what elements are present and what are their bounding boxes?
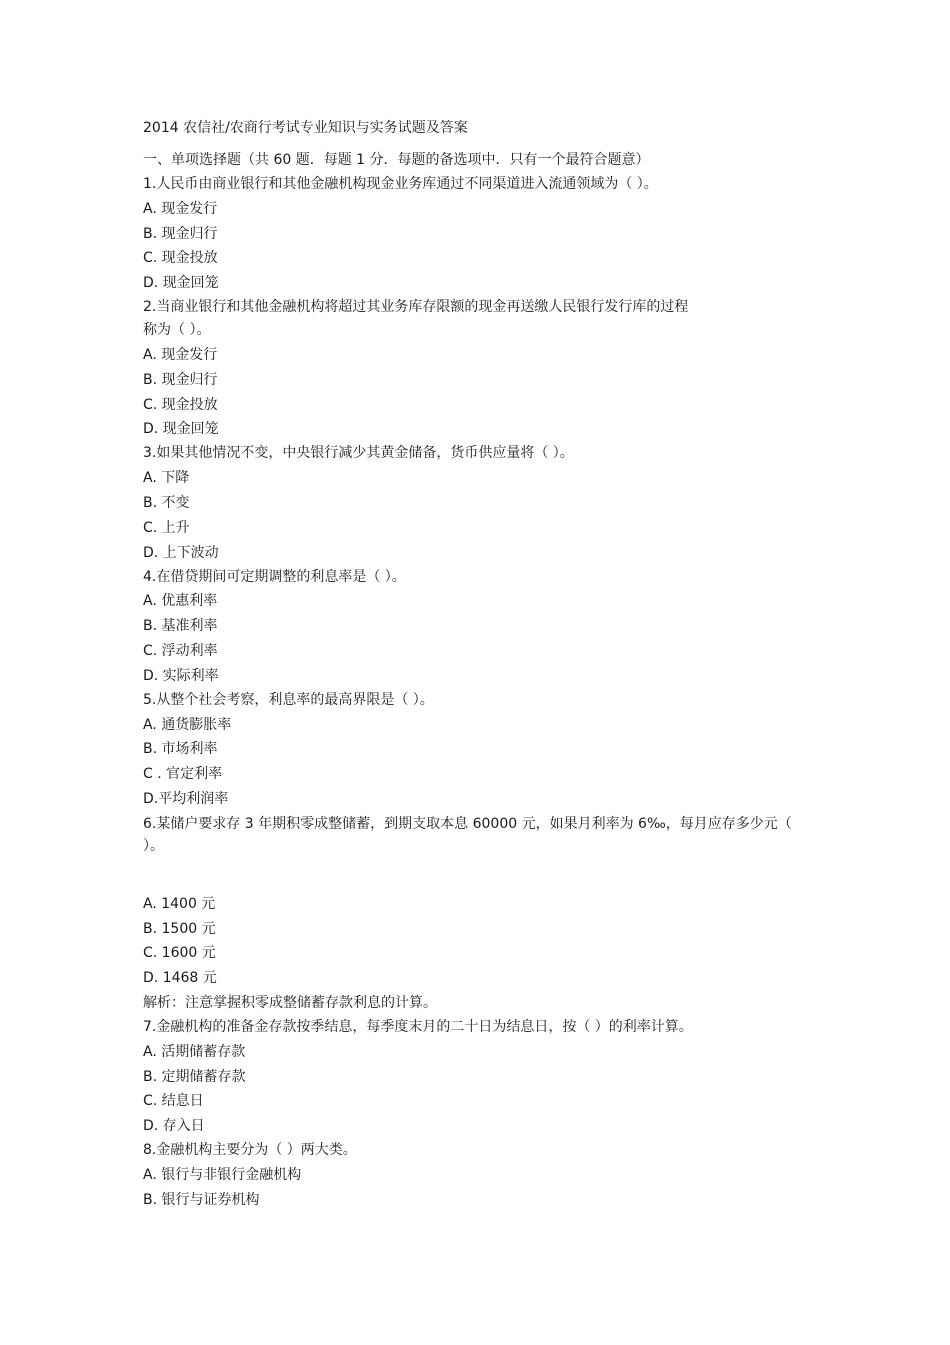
option-a: A. 通货膨胀率 [143,716,232,733]
option-c: C. 结息日 [143,1093,204,1110]
option-c: C. 现金投放 [143,396,218,413]
option-d: D. 实际利率 [143,667,219,684]
option-a: A. 活期储蓄存款 [143,1043,246,1060]
option-c: C. 1600 元 [143,945,216,962]
question-3 [143,443,813,562]
question-2 [143,297,813,439]
option-a: A. 1400 元 [143,895,216,912]
option-b: B. 市场利率 [143,741,218,758]
option-a: A. 现金发行 [143,346,218,363]
question-stem: 1.人民币由商业银行和其他金融机构现金业务库通过不同渠道进入流通领域为（ ）。 [143,176,658,192]
question-5 [143,690,813,809]
option-a: A. 下降 [143,470,190,487]
document-title: 2014 农信社/农商行考试专业知识与实务试题及答案 [143,120,468,136]
question-8 [143,1140,813,1210]
option-c: C. 上升 [143,519,190,536]
question-stem: 3.如果其他情况不变，中央银行减少其黄金储备，货币供应量将（ ）。 [143,445,574,462]
option-b: B. 不变 [143,494,190,511]
option-c: C . 官定利率 [143,766,223,783]
option-b: B. 现金归行 [143,225,218,242]
option-d: D. 现金回笼 [143,275,219,292]
question-stem-continued: 称为（ ）。 [143,322,211,339]
blank-spacer [143,871,813,889]
question-stem: 6.某储户要求存 3 年期积零成整储蓄，到期支取本息 60000 元，如果月利率为 6‰，每月应存多少元（ ）。 [143,815,792,854]
question-1 [143,174,813,293]
question-stem: 4.在借贷期间可定期调整的利息率是（ ）。 [143,568,406,585]
option-a: A. 现金发行 [143,200,218,217]
option-d: D.平均利润率 [143,790,229,807]
section-heading: 一、单项选择题（共 60 题．每题 1 分．每题的备选项中．只有一个最符合题意） [143,152,650,168]
option-a: A. 银行与非银行金融机构 [143,1166,302,1183]
option-d: D. 1468 元 [143,970,217,987]
document-page [143,118,813,1210]
question-4 [143,567,813,686]
option-b: B. 定期储蓄存款 [143,1068,246,1085]
option-b: B. 基准利率 [143,618,218,635]
option-d: D. 上下波动 [143,544,219,561]
question-7 [143,1017,813,1136]
option-c: C. 浮动利率 [143,642,218,659]
option-a: A. 优惠利率 [143,593,218,610]
question-stem: 8.金融机构主要分为（ ）两大类。 [143,1142,357,1159]
option-b: B. 现金归行 [143,371,218,388]
question-stem: 2.当商业银行和其他金融机构将超过其业务库存限额的现金再送缴人民银行发行库的过程 [143,299,689,316]
option-b: B. 1500 元 [143,920,216,937]
option-d: D. 存入日 [143,1118,205,1135]
question-6 [143,813,813,1013]
question-stem: 7.金融机构的准备金存款按季结息，每季度末月的二十日为结息日，按（ ）的利率计算。 [143,1018,693,1035]
option-c: C. 现金投放 [143,250,218,267]
option-b: B. 银行与证券机构 [143,1191,260,1208]
option-d: D. 现金回笼 [143,421,219,438]
question-stem: 5.从整个社会考察，利息率的最高界限是（ ）。 [143,691,434,708]
analysis-note: 解析：注意掌握积零成整储蓄存款利息的计算。 [143,994,437,1011]
